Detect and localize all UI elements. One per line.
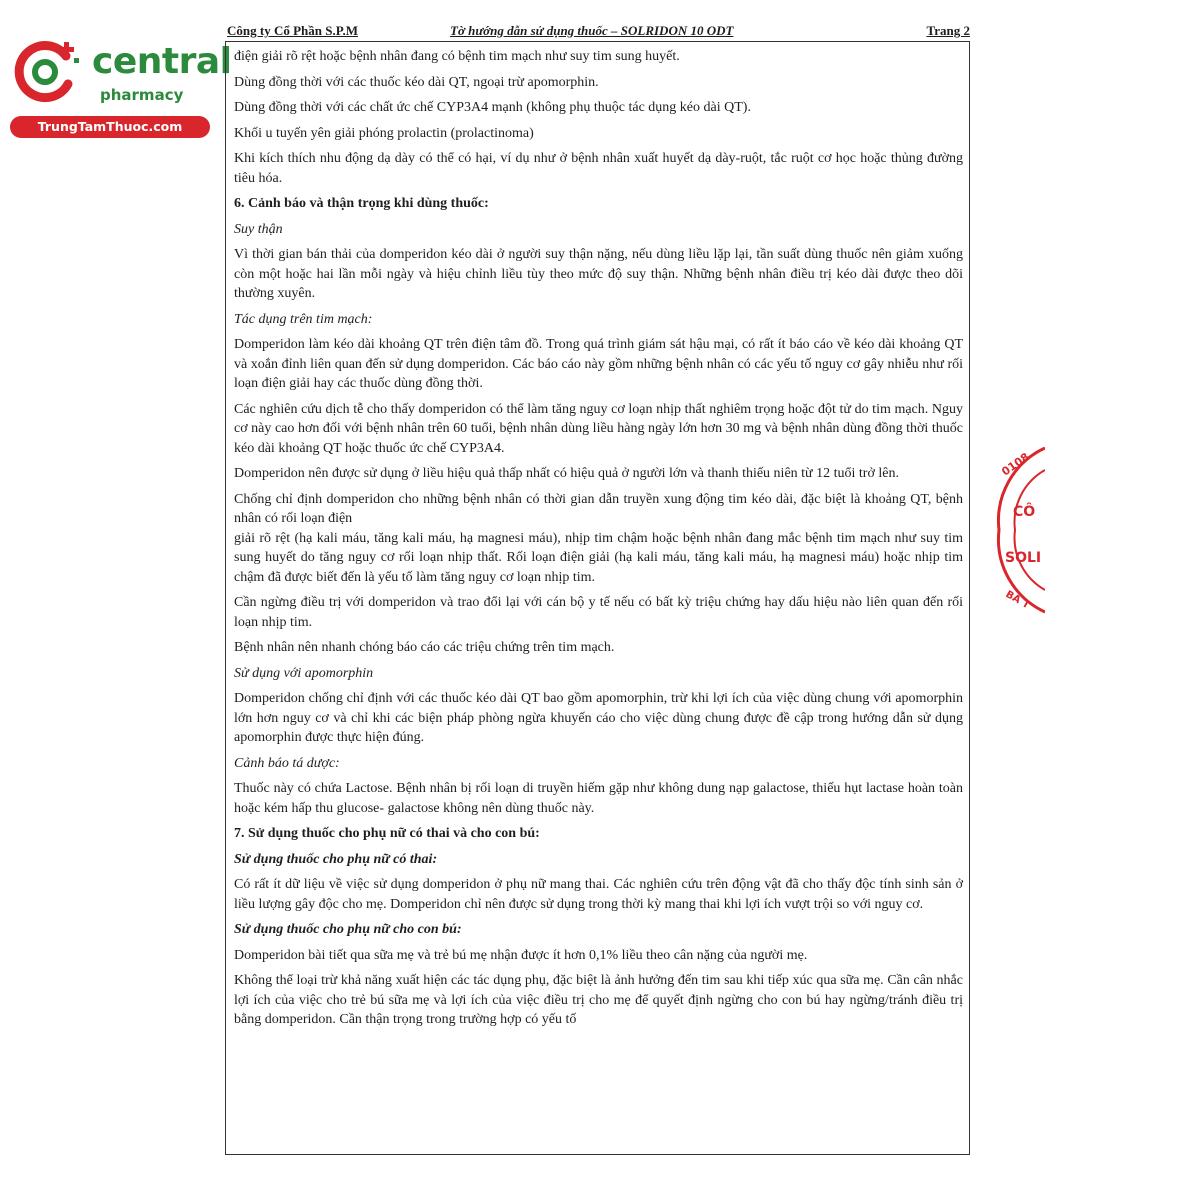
svg-text:BÀ T: BÀ T (1003, 589, 1032, 612)
paragraph: Các nghiên cứu dịch tễ cho thấy domperidon có thể làm tăng nguy cơ loạn nhịp thất nghiêm trọng hoặc đột tử do tim mạch. Nguy cơ này cao hơn đối với bệnh nhân trên 60 tuổi, bệnh nhân dùng liều hàng ngày lớn hơn 30 mg và bệnh nhân dùng đồng thời thuốc kéo dài khoảng QT hoặc thuốc ức chế CYP3A4. (234, 401, 963, 456)
subheading-cardiac: Tác dụng trên tim mạch: (234, 311, 373, 327)
paragraph: Khối u tuyến yên giải phóng prolactin (prolactinoma) (234, 125, 534, 141)
paragraph: Vì thời gian bán thải của domperidon kéo dài ở người suy thận nặng, nếu dùng liều lặp lại, tần suất dùng thuốc nên giảm xuống còn một hoặc hai lần mỗi ngày và hiệu chỉnh liều tùy theo mức độ suy thận. Những bệnh nhân điều trị kéo dài được theo dõi thường xuyên. (234, 247, 963, 301)
header-title: Tờ hướng dẫn sử dụng thuốc – SOLRIDON 10 ODT (450, 23, 734, 38)
paragraph: Domperidon bài tiết qua sữa mẹ và trẻ bú mẹ nhận được ít hơn 0,1% liều theo cân nặng của người mẹ. (234, 947, 808, 963)
header-page-number: Trang 2 (926, 23, 970, 38)
document-header (227, 22, 970, 40)
paragraph: điện giải rõ rệt hoặc bệnh nhân đang có bệnh tim mạch như suy tim sung huyết. (234, 49, 680, 64)
subheading-apomorphine: Sử dụng với apomorphin (234, 665, 374, 681)
svg-text:CÔ: CÔ (1013, 504, 1036, 520)
header-company: Công ty Cổ Phần S.P.M (227, 23, 358, 38)
central-pharmacy-logo (10, 36, 232, 136)
paragraph: Bệnh nhân nên nhanh chóng báo cáo các triệu chứng trên tim mạch. (234, 640, 615, 655)
paragraph: Chống chỉ định domperidon cho những bệnh nhân có thời gian dẫn truyền xung động tim kéo dài, đặc biệt là khoảng QT, bệnh nhân có rối loạn điện (234, 491, 963, 526)
company-stamp (985, 440, 1045, 620)
section-heading-6: 6. Cảnh báo và thận trọng khi dùng thuốc: (234, 196, 489, 211)
paragraph: Domperidon chống chỉ định với các thuốc kéo dài QT bao gồm apomorphin, trừ khi lợi ích của việc dùng chung với apomorphin lớn hơn nguy cơ và chỉ khi các biện pháp phòng ngừa khuyến cáo cho việc dùng chung được đề cập trong hướng dẫn sử dụng apomorphin được thực hiện đúng. (234, 691, 963, 745)
paragraph: Khi kích thích nhu động dạ dày có thể có hại, ví dụ như ở bệnh nhân xuất huyết dạ dày-ruột, tắc ruột cơ học hoặc thủng đường tiêu hóa. (234, 151, 963, 186)
document-body (234, 47, 963, 1036)
central-pharmacy-logo-icon (10, 36, 82, 108)
logo-subtitle: pharmacy (100, 86, 184, 104)
logo-url-badge: TrungTamThuoc.com (10, 116, 210, 138)
paragraph: Dùng đồng thời với các chất ức chế CYP3A4 mạnh (không phụ thuộc tác dụng kéo dài QT). (234, 100, 751, 115)
paragraph: Domperidon làm kéo dài khoảng QT trên điện tâm đồ. Trong quá trình giám sát hậu mại, có rất ít báo cáo về kéo dài khoảng QT và xoắn đỉnh liên quan đến sử dụng domperidon. Các báo cáo này gồm những bệnh nhân có các yếu tố nguy cơ gây nhiễu như rối loạn điện giải hay các thuốc dùng đồng thời. (234, 337, 963, 391)
paragraph: Không thể loại trừ khả năng xuất hiện các tác dụng phụ, đặc biệt là ảnh hưởng đến tim sau khi tiếp xúc qua sữa mẹ. Cần cân nhắc lợi ích của việc cho trẻ bú sữa mẹ và lợi ích của việc điều trị cho mẹ để quyết định ngừng cho con bú hay ngừng/tránh điều trị bằng domperidon. Cần thận trọng trong trường hợp có yếu tố (234, 973, 963, 1027)
section-heading-7: 7. Sử dụng thuốc cho phụ nữ có thai và cho con bú: (234, 826, 540, 841)
svg-text:0108: 0108 (999, 450, 1032, 479)
subheading-excipients: Cảnh báo tá dược: (234, 755, 340, 771)
paragraph: Cần ngừng điều trị với domperidon và trao đổi lại với cán bộ y tế nếu có bất kỳ triệu chứng hay dấu hiệu nào liên quan đến rối loạn nhịp tim. (234, 595, 963, 630)
subheading-renal: Suy thận (234, 221, 283, 237)
paragraph: Dùng đồng thời với các thuốc kéo dài QT, ngoại trừ apomorphin. (234, 74, 599, 90)
logo-brand-name: central (92, 41, 232, 82)
svg-text:SOLI: SOLI (1005, 550, 1042, 566)
subheading-lactation: Sử dụng thuốc cho phụ nữ cho con bú: (234, 922, 462, 937)
paragraph: giải rõ rệt (hạ kali máu, tăng kali máu, hạ magnesi máu), nhịp tim chậm hoặc bệnh nhân đang mắc bệnh tim mạch như suy tim sung huyết do tăng nguy cơ rối loạn nhịp thất. Rối loạn điện giải (hạ kali máu, tăng kali máu, hạ magnesi máu) hoặc nhịp tim chậm đã được biết đến là yếu tố làm tăng nguy cơ loạn nhịp tim. (234, 530, 963, 585)
paragraph: Domperidon nên được sử dụng ở liều hiệu quả thấp nhất có hiệu quả ở người lớn và thanh thiếu niên từ 12 tuổi trở lên. (234, 466, 899, 481)
paragraph: Có rất ít dữ liệu về việc sử dụng domperidon ở phụ nữ mang thai. Các nghiên cứu trên động vật đã cho thấy độc tính sinh sản ở liều lượng gây độc cho mẹ. Domperidon chỉ nên được sử dụng trong thời kỳ mang thai khi lợi ích vượt trội so với nguy cơ. (234, 877, 963, 912)
document-frame (225, 41, 970, 1155)
paragraph: Thuốc này có chứa Lactose. Bệnh nhân bị rối loạn di truyền hiếm gặp như không dung nạp galactose, thiếu hụt lactase hoàn toàn hoặc kém hấp thu glucose- galactose không nên dùng thuốc này. (234, 781, 963, 816)
subheading-pregnancy: Sử dụng thuốc cho phụ nữ có thai: (234, 851, 438, 867)
